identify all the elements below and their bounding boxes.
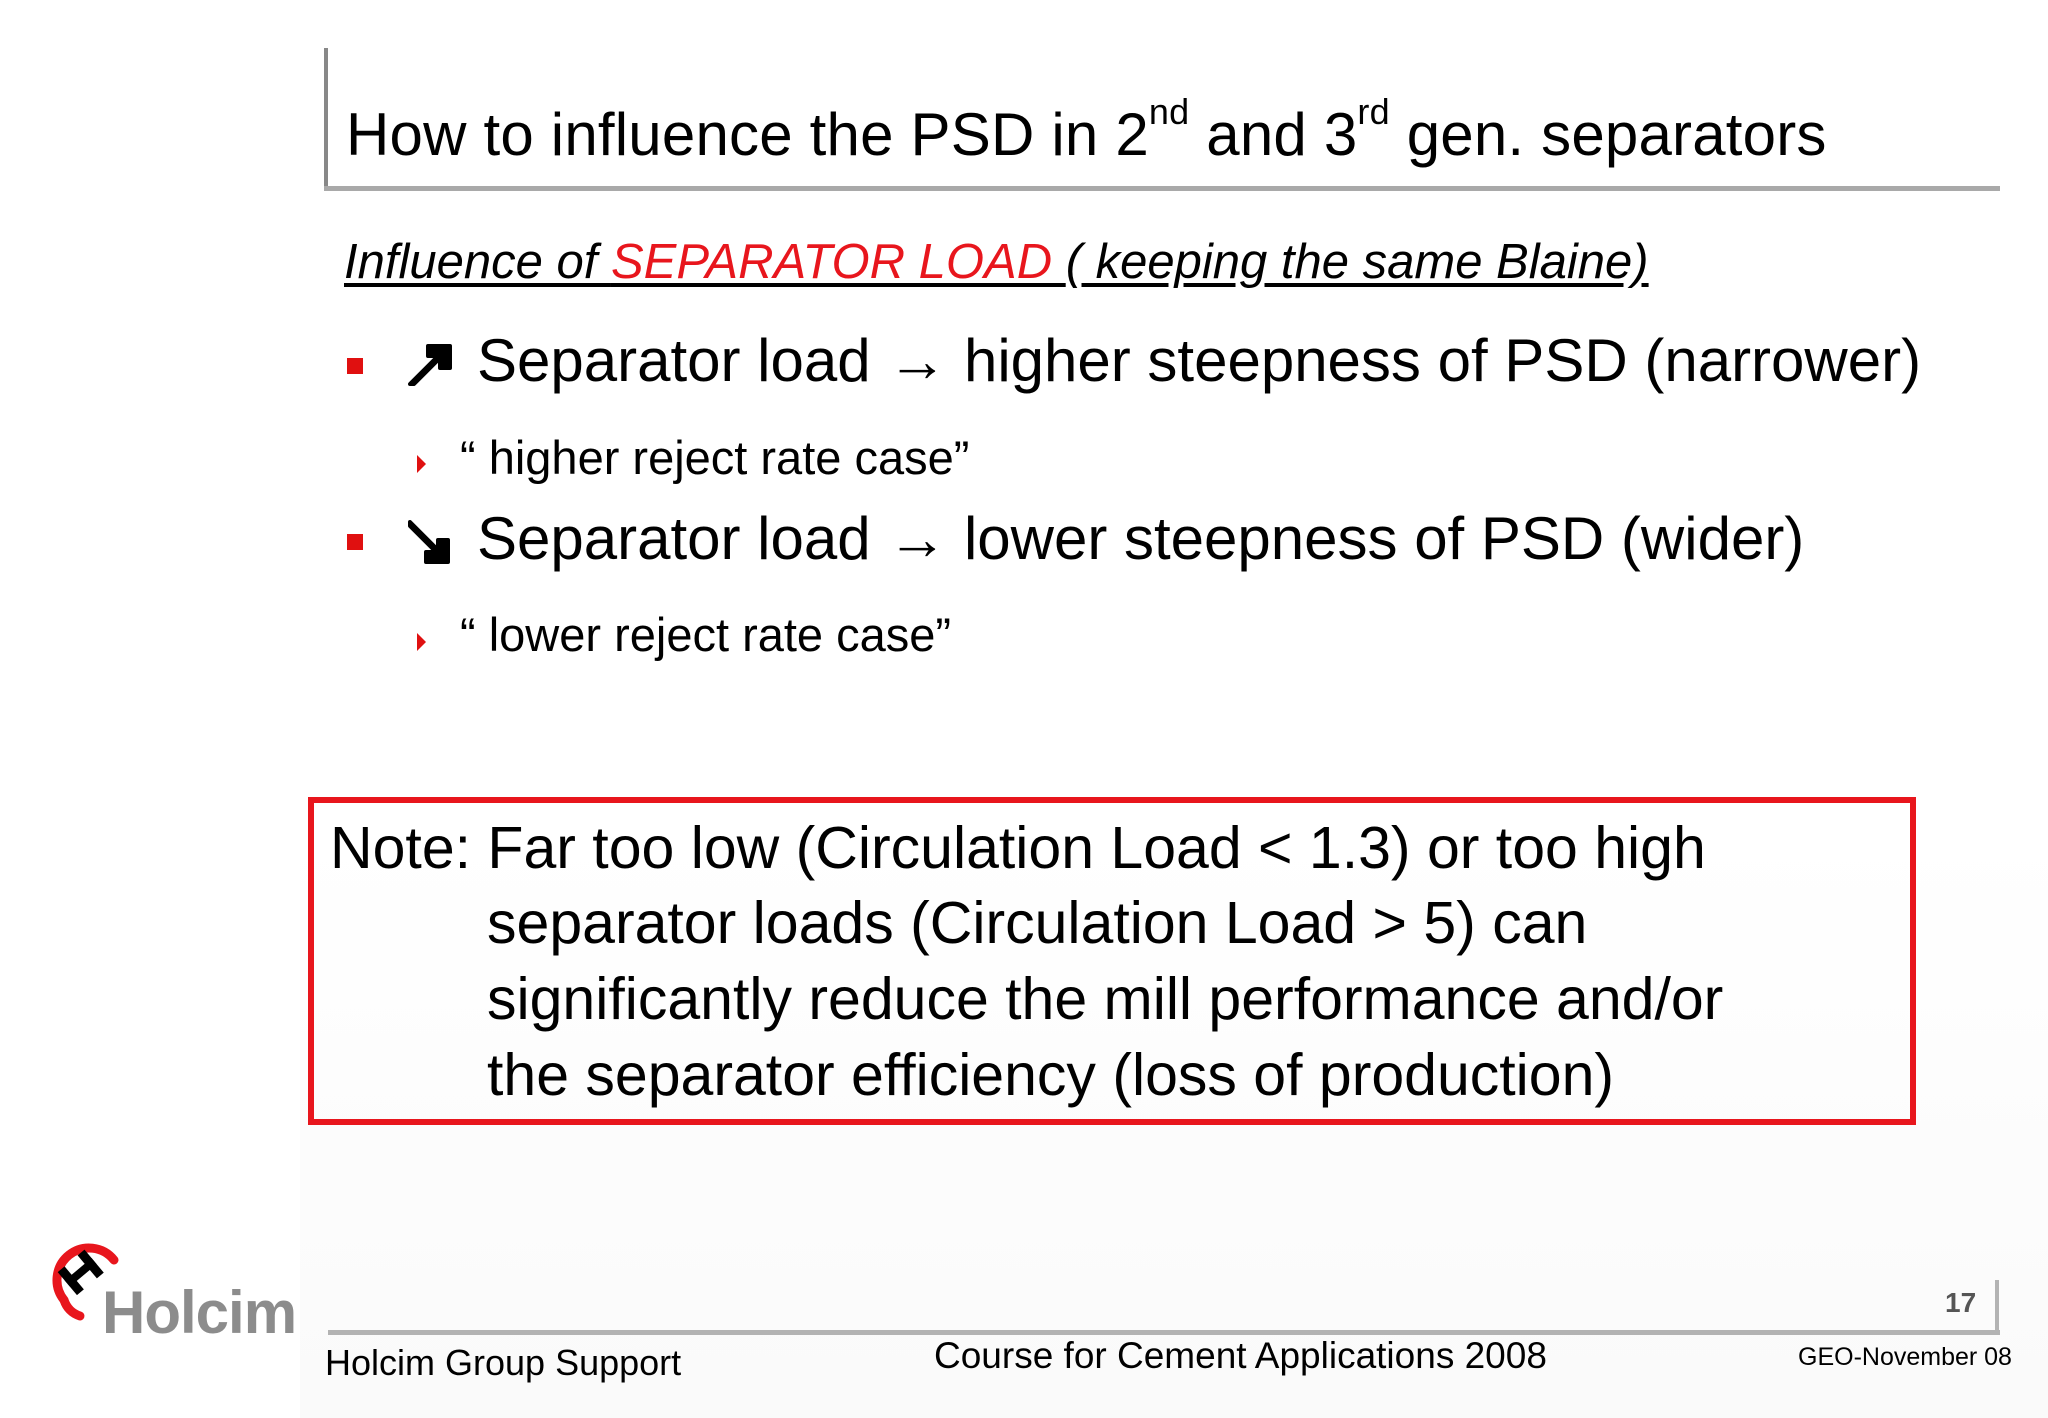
- title-left-rule: [324, 48, 328, 188]
- slide-title: How to influence the PSD in 2nd and 3rd gen. separators: [346, 91, 1827, 168]
- footer-course-title: Course for Cement Applications 2008: [934, 1335, 1547, 1376]
- page-number: 17: [1945, 1287, 1977, 1318]
- bullet-marker: [347, 358, 363, 374]
- note-line-4: the separator efficiency (loss of production): [487, 1042, 1615, 1108]
- sub-bullet-marker: [417, 455, 426, 473]
- arrow-up-right-icon: [404, 338, 458, 392]
- right-arrow-icon: →: [887, 505, 948, 572]
- title-underline-rule: [324, 186, 2000, 191]
- bullet-marker: [347, 534, 363, 550]
- arrow-down-right-icon: [404, 514, 458, 568]
- sub-bullet-marker: [417, 633, 426, 651]
- footer-organization: Holcim Group Support: [325, 1342, 682, 1383]
- footer-date: GEO-November 08: [1798, 1343, 2012, 1371]
- note-line-1: Note: Far too low (Circulation Load < 1.3) or too high: [330, 815, 1706, 881]
- bullet-2-subtext: “ lower reject rate case”: [460, 608, 952, 661]
- note-line-3: significantly reduce the mill performance and/or: [487, 966, 1724, 1032]
- note-line-2: separator loads (Circulation Load > 5) can: [487, 890, 1588, 956]
- slide-subtitle: Influence of SEPARATOR LOAD ( keeping the same Blaine): [344, 235, 1649, 289]
- page-number-tick: [1995, 1280, 1999, 1334]
- logo-wordmark: Holcim: [102, 1279, 297, 1346]
- bullet-1-text: Separator load → higher steepness of PSD (narrower): [477, 327, 1922, 394]
- right-arrow-icon: →: [887, 327, 948, 394]
- bullet-1-subtext: “ higher reject rate case”: [460, 431, 970, 484]
- bullet-2-text: Separator load → lower steepness of PSD (wider): [477, 505, 1805, 572]
